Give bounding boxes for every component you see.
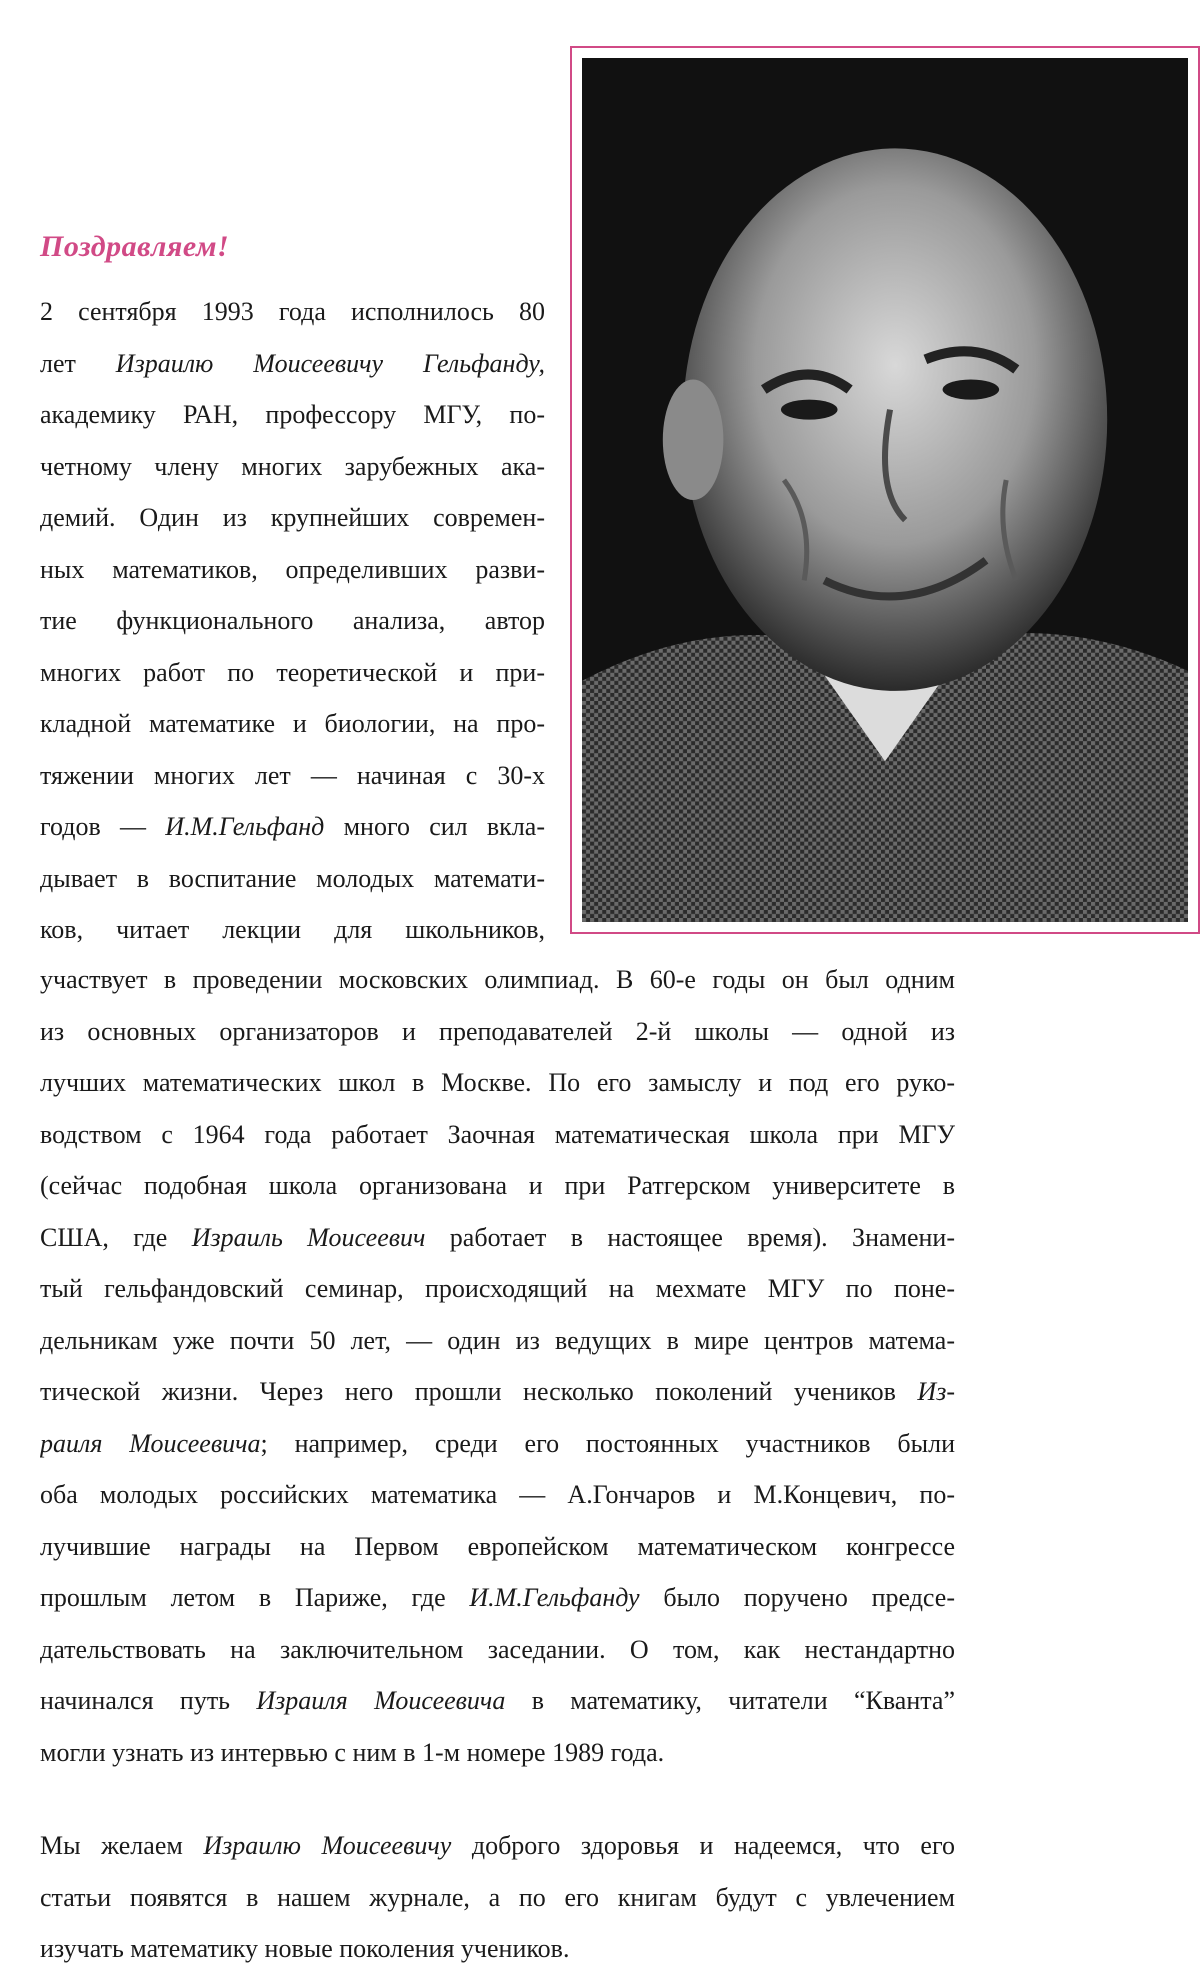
text-run: тие функционального анализа, автор (40, 606, 545, 635)
text-run: работает в настоящее время). Знамени- (425, 1222, 955, 1252)
italic-name: И.М.Гельфанд (165, 812, 325, 841)
text-run: академику РАН, профессору МГУ, по- (40, 400, 545, 429)
text-run: ков, читает лекции для школьников, (40, 915, 545, 944)
text-run: изучать математику новые поколения учеников. (40, 1934, 570, 1963)
italic-name: Израиль Моисеевич (191, 1222, 426, 1252)
article-heading: Поздравляем! (40, 230, 230, 263)
text-run: тый гельфандовский семинар, происходящий на мехмате МГУ по поне- (40, 1274, 955, 1303)
text-run: годов — (40, 812, 166, 841)
text-column-wide (40, 954, 955, 1778)
italic-name: раиля Моисеевича (40, 1428, 261, 1458)
text-line (40, 1820, 955, 1872)
text-line (40, 1212, 955, 1264)
text-run: оба молодых российских математика — А.Гончаров и М.Концевич, по- (40, 1480, 955, 1509)
text-run: дательствовать на заключительном заседании. О том, как нестандартно (40, 1634, 955, 1664)
text-line (40, 1418, 955, 1470)
text-run: могли узнать из интервью с ним в 1-м номере 1989 года. (40, 1737, 665, 1767)
text-run: доброго здоровья и надеемся, что его (451, 1831, 955, 1860)
text-run: лет (40, 348, 116, 378)
text-run: много сил вкла- (324, 812, 545, 841)
text-line (40, 1315, 955, 1367)
text-run: в математику, читатели “Кванта” (505, 1686, 955, 1715)
text-line (40, 1109, 955, 1161)
italic-name: Израиля Моисеевича (256, 1686, 506, 1715)
text-run: водством с 1964 года работает Заочная математическая школа при МГУ (40, 1119, 955, 1149)
text-run: демий. Один из крупнейших современ- (40, 503, 545, 532)
text-run: (сейчас подобная школа организована и при Ратгерском университете в (40, 1171, 955, 1200)
italic-name: Из- (917, 1377, 955, 1406)
text-run: Мы желаем (40, 1831, 204, 1860)
text-line (40, 1160, 955, 1212)
text-run: прошлым летом в Париже, где (40, 1583, 470, 1612)
text-line (40, 1057, 955, 1109)
text-run: четному члену многих зарубежных ака- (40, 451, 545, 481)
text-run: лучших математических школ в Москве. По его замыслу и под его руко- (40, 1068, 955, 1097)
text-column-narrow (40, 286, 545, 956)
text-line (40, 1572, 955, 1624)
text-run: участвует в проведении московских олимпиад. В 60-е годы он был одним (40, 965, 955, 994)
text-line (40, 750, 545, 802)
text-line (40, 853, 545, 905)
text-line (40, 286, 545, 338)
text-run: лучившие награды на Первом европейском математическом конгрессе (40, 1531, 955, 1561)
text-line (40, 389, 545, 441)
portrait-photo (582, 58, 1188, 922)
closing-paragraph (40, 1820, 955, 1975)
text-run: из основных организаторов и преподавателей 2-й школы — одной из (40, 1016, 955, 1046)
portrait-illustration (582, 58, 1188, 922)
text-run: ; например, среди его постоянных участников были (260, 1428, 955, 1458)
italic-name: Израилю Моисеевичу (203, 1831, 452, 1860)
text-line (40, 595, 545, 647)
text-line (40, 954, 955, 1006)
italic-name: И.М.Гельфанду (469, 1583, 640, 1612)
text-line (40, 904, 545, 956)
text-line (40, 801, 545, 853)
text-line (40, 1872, 955, 1924)
text-line (40, 1006, 955, 1058)
text-line (40, 1923, 955, 1975)
text-run: дельникам уже почти 50 лет, — один из ведущих в мире центров матема- (40, 1325, 955, 1355)
text-line (40, 1675, 955, 1727)
text-run: дывает в воспитание молодых математи- (40, 863, 545, 893)
text-line (40, 1263, 955, 1315)
text-run: тической жизни. Через него прошли несколько поколений учеников (40, 1377, 918, 1406)
text-line (40, 647, 545, 699)
text-run: начинался путь (40, 1686, 257, 1715)
text-line (40, 492, 545, 544)
text-run: тяжении многих лет — начиная с 30-х (40, 760, 545, 790)
italic-name: Израилю Моисеевичу Гельфанду, (115, 348, 545, 378)
text-line (40, 544, 545, 596)
text-line (40, 1366, 955, 1418)
text-run: ных математиков, определивших разви- (40, 554, 545, 584)
text-run: было поручено предсе- (639, 1583, 955, 1612)
text-line (40, 338, 545, 390)
text-line (40, 1521, 955, 1573)
text-run: США, где (40, 1222, 192, 1252)
text-line (40, 441, 545, 493)
text-line (40, 698, 545, 750)
portrait-frame (570, 46, 1200, 934)
text-line (40, 1469, 955, 1521)
text-run: кладной математике и биологии, на про- (40, 709, 545, 738)
text-line (40, 1624, 955, 1676)
text-run: 2 сентября 1993 года исполнилось 80 (40, 297, 545, 326)
text-run: многих работ по теоретической и при- (40, 657, 545, 687)
text-line (40, 1727, 955, 1779)
text-run: статьи появятся в нашем журнале, а по его книгам будут с увлечением (40, 1882, 955, 1912)
